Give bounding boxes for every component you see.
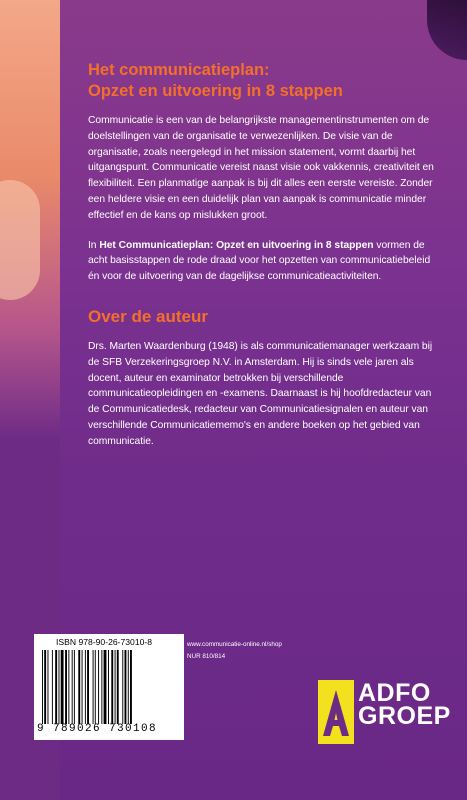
nur-code: NUR 810/814 <box>187 653 226 660</box>
summary-paragraph <box>88 238 440 285</box>
isbn-digits: 9 789026 730108 <box>37 723 158 735</box>
book-title <box>88 60 440 102</box>
back-cover-text <box>88 60 440 464</box>
publisher-logo <box>318 679 451 746</box>
isbn-label: ISBN 978-90-26-73010-8 <box>56 637 153 647</box>
logo-text <box>358 679 451 730</box>
summary-bold-title: Het Communicatieplan: Opzet en uitvoering in 8 stappen <box>99 239 374 251</box>
logo-text-line2: GROEP <box>358 702 451 730</box>
publisher-url: www.communicatie-online.nl/shop <box>187 641 282 648</box>
logo-a-icon <box>318 680 354 744</box>
author-heading: Over de auteur <box>88 306 208 326</box>
logo-text-line1: ADFO <box>358 679 431 707</box>
barcode-box <box>34 634 184 740</box>
background-photo-highlight <box>0 180 40 300</box>
author-paragraph: Drs. Marten Waardenburg (1948) is als communicatiemanager werkzaam bij de SFB Verzekeringsgroep N.V. in Amsterdam. Hij is sinds vele jaren als docent, auteur en examinator betrokken bij verschillende communicatieopleidingen en -examens. Daarnaast is hij hoofdredacteur van de Communicatiedesk, redacteur van Communicatiesignalen en auteur van verschillende Communicatiememo's en andere boeken op het gebied van communicatie. <box>88 340 433 447</box>
barcode-icon <box>42 650 178 724</box>
intro-paragraph: Communicatie is een van de belangrijkste managementinstrumenten om de doelstellingen van de organisatie te verwezenlijken. De visie van de organisatie, zoals neergelegd in het mission statement, vormt daarbij het uitgangspunt. Communicatie vereist naast visie ook vakkennis, creativiteit en flexibiliteit. Een planmatige aanpak is bij dit alles een eerste vereiste. Zonder een heldere visie en een duidelijk plan van aanpak is communicatie minder effectief en de kans op mislukken groot. <box>88 115 434 221</box>
summary-rest: vormen de acht basisstappen de rode draad voor het opzetten van communicatiebeleid én voor de uitvoering van de dagelijkse communicatieactiviteiten. <box>88 239 431 283</box>
book-title-line1: Het communicatieplan: <box>88 61 270 79</box>
summary-prefix: In <box>88 239 100 251</box>
book-title-line2: Opzet en uitvoering in 8 stappen <box>88 82 343 100</box>
